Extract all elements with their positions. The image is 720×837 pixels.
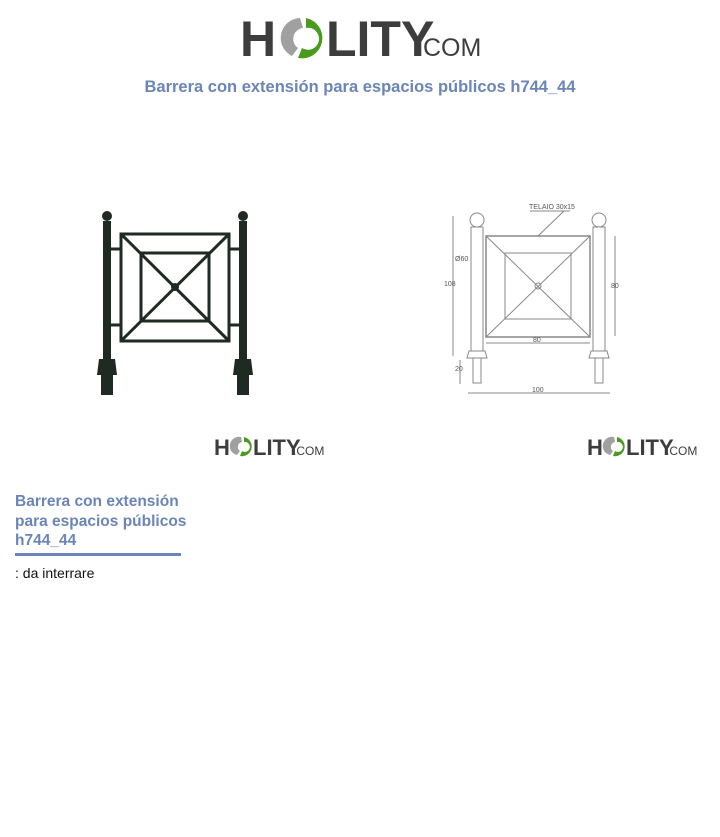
product-description: : da interrare [15, 565, 95, 581]
svg-text:H: H [214, 435, 230, 460]
label-ground: 20 [455, 366, 463, 373]
holity-logo[interactable] [240, 12, 485, 64]
logo-o-icon [281, 18, 323, 58]
logo-suffix: .COM [416, 34, 482, 62]
svg-text:H: H [587, 435, 603, 460]
holity-watermark-logo [214, 434, 326, 460]
page-title: Barrera con extensión para espacios públicos h744_44 [144, 78, 576, 96]
svg-text:LITY: LITY [626, 435, 674, 460]
svg-text:LITY: LITY [253, 435, 301, 460]
product-title: Barrera con extensión para espacios públicos h744_44 [15, 493, 187, 549]
svg-text:.COM: .COM [293, 444, 325, 458]
product-photo [90, 205, 260, 400]
technical-drawing [440, 198, 630, 398]
svg-text:.COM: .COM [666, 444, 698, 458]
label-panel-width: 80 [533, 337, 541, 344]
label-frame: TELAIO 30x15 [529, 204, 575, 211]
title-divider [15, 553, 181, 556]
label-total-width: 100 [532, 387, 544, 394]
logo-letter-h: H [240, 12, 277, 64]
label-diameter: Ø60 [455, 256, 469, 263]
label-panel-height: 80 [611, 283, 619, 290]
label-total-height: 108 [444, 281, 456, 288]
logo-text: LITY [326, 12, 435, 64]
holity-watermark-logo [586, 434, 700, 460]
